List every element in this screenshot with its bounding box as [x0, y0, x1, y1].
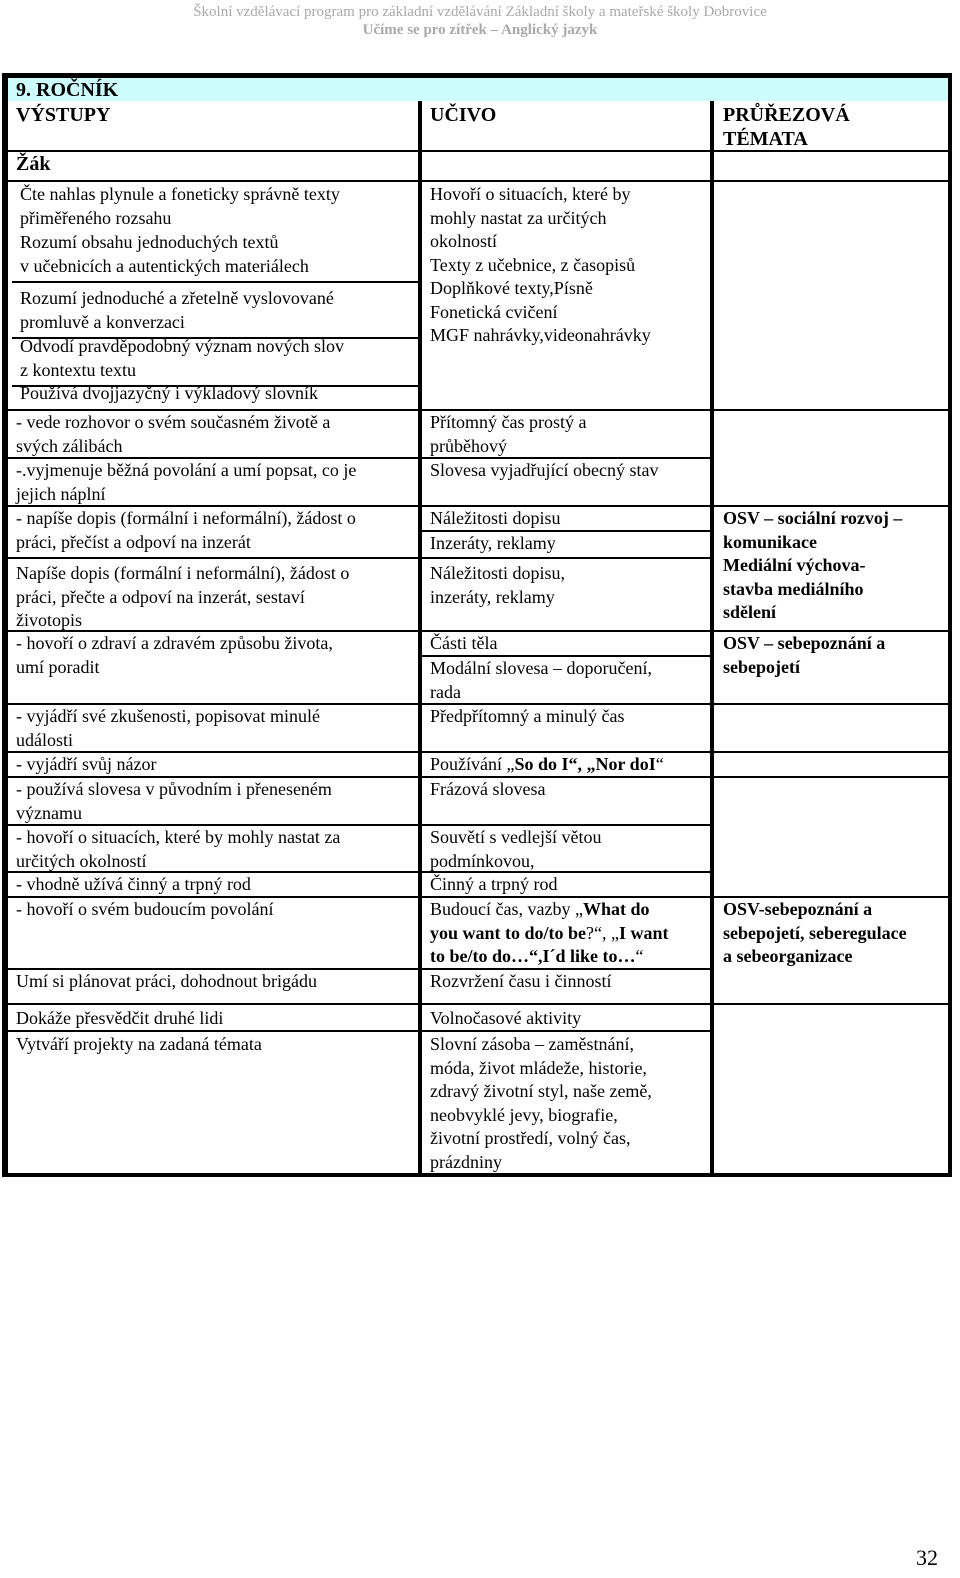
curriculum-item: Inzeráty, reklamy — [422, 532, 710, 557]
curriculum-table — [2, 73, 952, 1177]
output-item: - hovoří o zdraví a zdravém způsobu života, umí poradit — [8, 632, 418, 703]
output-item: Používá dvojjazyčný i výkladový slovník — [20, 383, 318, 403]
output-item: - používá slovesa v původním i přeneseném významu — [8, 778, 418, 824]
page-number: 32 — [916, 1545, 938, 1570]
curriculum-item: Souvětí s vedlejší větou podmínkovou, — [422, 826, 710, 871]
output-item: Napíše dopis (formální i neformální), žádost o práci, přečte a odpoví na inzerát, sestaví životopis — [8, 559, 418, 630]
quote-close: “ — [655, 754, 664, 774]
document-header-title: Školní vzdělávací program pro základní vzdělávání Základní školy a mateřské školy Dobrovice — [193, 4, 767, 20]
output-item: -.vyjmenuje běžná povolání a umí popsat, co je jejich náplní — [8, 459, 418, 505]
row-divider — [12, 281, 418, 283]
curriculum-item: Náležitosti dopisu, inzeráty, reklamy — [422, 559, 710, 630]
output-item: Umí si plánovat práci, dohodnout brigádu — [8, 970, 418, 1003]
empty-cell — [714, 182, 948, 409]
empty-cell — [714, 1005, 948, 1173]
curriculum-item: Hovoří o situacích, které by mohly nastat za určitých okolností Texty z učebnice, z časopisů Doplňkové texty,Písně Fonetická cvičení MGF nahrávky,videonahrávky — [430, 184, 651, 345]
theme-item: OSV – sociální rozvoj – komunikace Mediální výchova- stavba mediálního sdělení — [714, 507, 948, 630]
header-themes: PRŮŘEZOVÁ TÉMATA — [714, 101, 948, 150]
output-item: - vhodně užívá činný a trpný rod — [8, 873, 418, 896]
output-item: Rozumí jednoduché a zřetelně vyslovované promluvě a konverzaci — [20, 288, 334, 332]
output-item: - napíše dopis (formální i neformální), žádost o práci, přečíst a odpoví na inzerát — [8, 507, 418, 557]
empty-cell — [714, 705, 948, 751]
curriculum-item: Náležitosti dopisu — [422, 507, 710, 530]
curriculum-item: Přítomný čas prostý a průběhový — [422, 411, 710, 457]
curriculum-item: Rozvržení času i činností — [422, 970, 710, 1003]
empty-cell — [714, 152, 948, 180]
curriculum-item: Činný a trpný rod — [422, 873, 710, 896]
phrase-nor-do-i: Nor doI — [595, 754, 656, 774]
header-curriculum: UČIVO — [422, 101, 710, 150]
output-item: - hovoří o svém budoucím povolání — [8, 898, 418, 968]
grade-heading: 9. ROČNÍK — [8, 78, 948, 101]
curriculum-cell — [422, 182, 710, 409]
phrase-so-do-i: So do I — [514, 754, 569, 774]
curriculum-item: Modální slovesa – doporučení, rada — [422, 657, 710, 703]
empty-cell — [422, 152, 710, 180]
curriculum-item — [422, 753, 710, 776]
curriculum-item: Volnočasové aktivity — [422, 1005, 710, 1030]
quote-separator: “, „ — [568, 754, 596, 774]
document-header-subtitle: Učíme se pro zítřek – Anglický jazyk — [362, 22, 598, 38]
phrase-i-want-to-be: I want to be/to do…“,I´d like to… — [430, 922, 669, 966]
output-item: - vyjádří své zkušenosti, popisovat minulé události — [8, 705, 418, 751]
curriculum-item: Frázová slovesa — [422, 778, 710, 824]
output-item: Rozumí obsahu jednoduchých textů v učebnicích a autentických materiálech — [20, 232, 309, 276]
curriculum-item: Slovní zásoba – zaměstnání, móda, život mládeže, historie, zdravý životní styl, naše země, neobvyklé jevy, biografie, životní prostředí, volný čas, prázdniny — [422, 1032, 710, 1173]
quote-separator: ?“, „ — [586, 922, 619, 943]
empty-cell — [714, 753, 948, 776]
output-item: - vede rozhovor o svém současném životě a svých zálibách — [8, 411, 418, 457]
curriculum-item: Předpřítomný a minulý čas — [422, 705, 710, 751]
curriculum-item: Slovesa vyjadřující obecný stav — [422, 459, 710, 505]
theme-item: OSV-sebepoznání a sebepojetí, seberegulace a sebeorganizace — [714, 898, 948, 1003]
output-item: - hovoří o situacích, které by mohly nastat za určitých okolností — [8, 826, 418, 871]
header-outputs: VÝSTUPY — [8, 101, 418, 150]
output-item: Čte nahlas plynule a foneticky správně texty přiměřeného rozsahu — [20, 184, 340, 228]
empty-cell — [714, 778, 948, 896]
output-item: - vyjádří svůj názor — [8, 753, 418, 776]
theme-item: OSV – sebepoznání a sebepojetí — [714, 632, 948, 703]
quote-close: “ — [635, 946, 644, 966]
curriculum-text: Budoucí čas, vazby „ — [430, 899, 583, 919]
output-item: Vytváří projekty na zadaná témata — [8, 1032, 418, 1173]
pupil-label: Žák — [8, 152, 418, 180]
curriculum-item — [422, 898, 710, 968]
phrase-what-do-you-want: What do you want to do/to be — [430, 899, 650, 943]
empty-cell — [714, 411, 948, 505]
outputs-group — [8, 182, 418, 409]
output-item: Odvodí pravděpodobný význam nových slov z kontextu textu — [20, 336, 344, 380]
curriculum-item: Části těla — [422, 632, 710, 655]
output-item: Dokáže přesvědčit druhé lidi — [8, 1005, 418, 1030]
curriculum-text: Používání „ — [430, 754, 515, 774]
